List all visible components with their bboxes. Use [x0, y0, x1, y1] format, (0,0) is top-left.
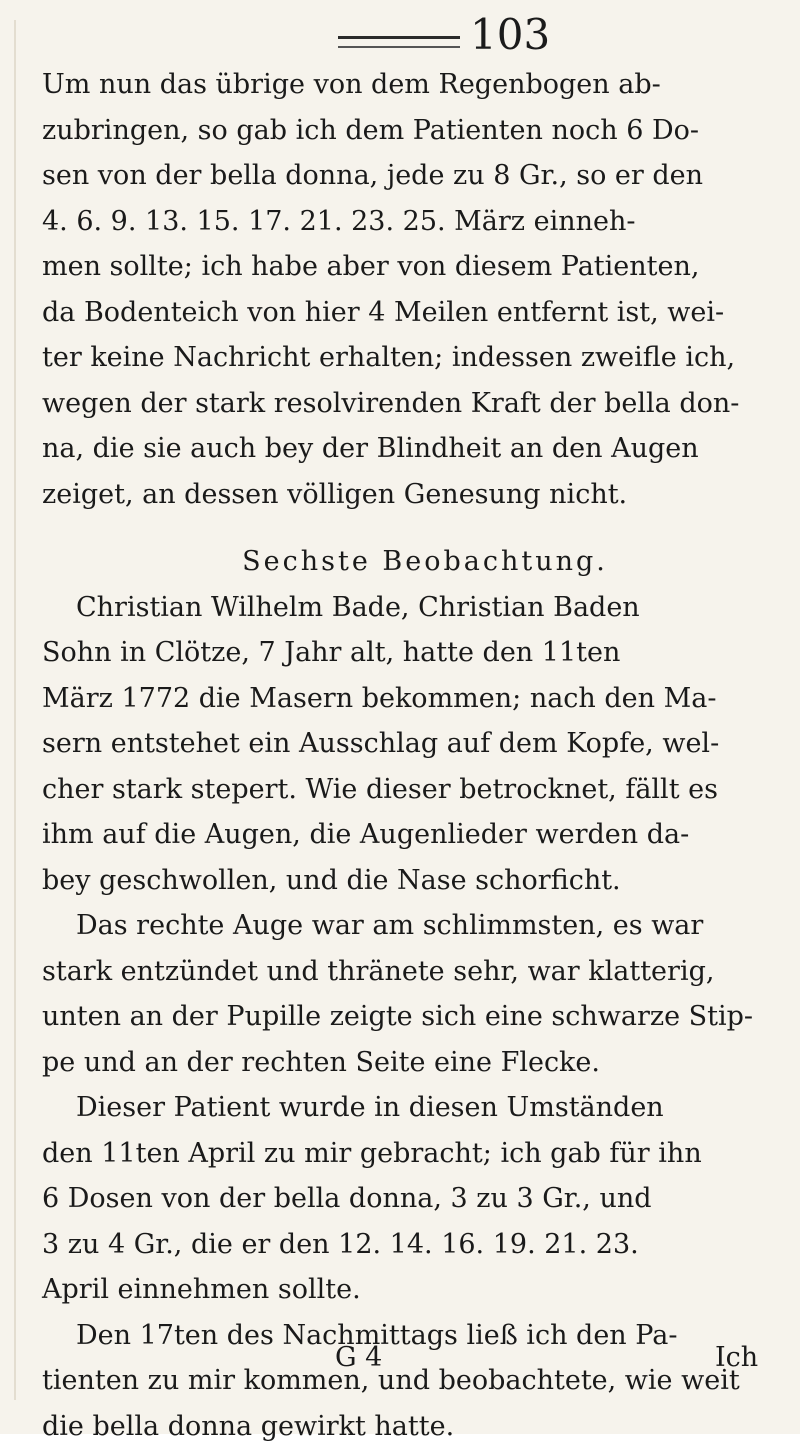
text-line: zeiget, an dessen völligen Genesung nicht.: [42, 472, 768, 518]
text-line: stark entzündet und thränete sehr, war klatterig,: [42, 949, 768, 995]
text-line: sen von der bella donna, jede zu 8 Gr., so er den: [42, 153, 768, 199]
text-line: na, die sie auch bey der Blindheit an den Augen: [42, 426, 768, 472]
text-line: sern entstehet ein Ausschlag auf dem Kopfe, wel-: [42, 721, 768, 767]
paragraph-right-eye: [42, 903, 768, 1085]
text-line: pe und an der rechten Seite eine Flecke.: [42, 1040, 768, 1086]
text-line: da Bodenteich von hier 4 Meilen entfernt ist, wei-: [42, 290, 768, 336]
catchword: Ich: [715, 1342, 758, 1373]
text-line: Den 17ten des Nachmittags ließ ich den Pa-: [42, 1313, 768, 1359]
text-line: Das rechte Auge war am schlimmsten, es war: [42, 903, 768, 949]
text-line: wegen der stark resolvirenden Kraft der bella don-: [42, 381, 768, 427]
text-line: 4. 6. 9. 13. 15. 17. 21. 23. 25. März einneh-: [42, 199, 768, 245]
text-line: 3 zu 4 Gr., die er den 12. 14. 16. 19. 21. 23.: [42, 1222, 768, 1268]
text-line: zubringen, so gab ich dem Patienten noch 6 Do-: [42, 108, 768, 154]
text-line: Um nun das übrige von dem Regenbogen ab-: [42, 62, 768, 108]
text-line: unten an der Pupille zeigte sich eine schwarze Stip-: [42, 994, 768, 1040]
text-line: tienten zu mir kommen, und beobachtete, wie weit: [42, 1358, 768, 1404]
page-body: [42, 62, 768, 1449]
text-line: Sohn in Clötze, 7 Jahr alt, hatte den 11ten: [42, 630, 768, 676]
text-line: Christian Wilhelm Bade, Christian Baden: [42, 585, 768, 631]
text-line: men sollte; ich habe aber von diesem Patienten,: [42, 244, 768, 290]
page-edge: [14, 20, 16, 1400]
header-rule: [338, 36, 460, 48]
text-line: 6 Dosen von der bella donna, 3 zu 3 Gr., und: [42, 1176, 768, 1222]
page-footer: [0, 1342, 800, 1388]
paragraph-treatment: [42, 1085, 768, 1313]
paragraph-patient-history: [42, 585, 768, 904]
text-line: bey geschwollen, und die Nase schorficht.: [42, 858, 768, 904]
text-line: Dieser Patient wurde in diesen Umständen: [42, 1085, 768, 1131]
paragraph-rainbow: [42, 62, 768, 517]
text-line: ihm auf die Augen, die Augenlieder werden da-: [42, 812, 768, 858]
text-line: cher stark stepert. Wie dieser betrocknet, fällt es: [42, 767, 768, 813]
text-line: ter keine Nachricht erhalten; indessen zweifle ich,: [42, 335, 768, 381]
text-line: den 11ten April zu mir gebracht; ich gab für ihn: [42, 1131, 768, 1177]
text-line: März 1772 die Masern bekommen; nach den Ma-: [42, 676, 768, 722]
section-heading: Sechste Beobachtung.: [42, 539, 768, 585]
page-number: 103: [470, 10, 550, 59]
text-line: April einnehmen sollte.: [42, 1267, 768, 1313]
signature-mark: G 4: [335, 1342, 382, 1373]
text-line: die bella donna gewirkt hatte.: [42, 1404, 768, 1449]
